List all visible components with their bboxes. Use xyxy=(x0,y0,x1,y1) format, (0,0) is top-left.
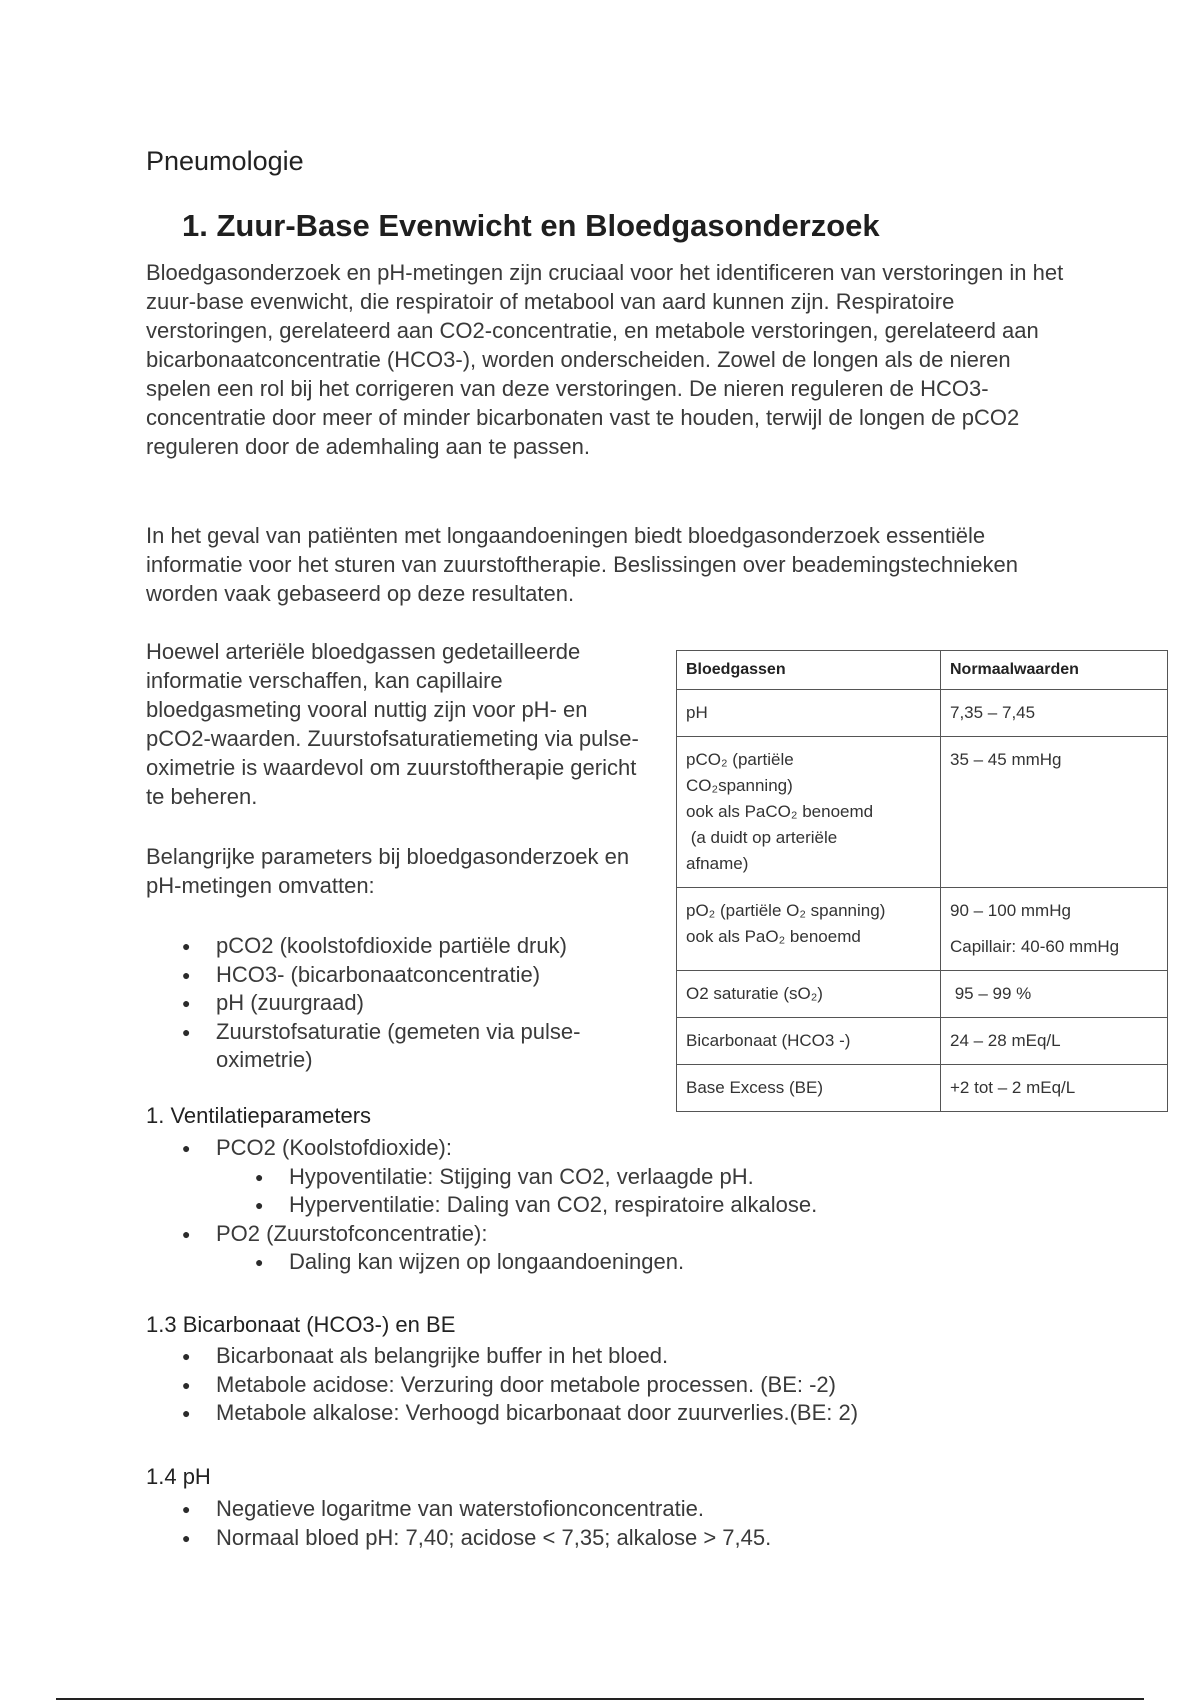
list-item: ● pCO2 (koolstofdioxide partiële druk) xyxy=(182,932,642,961)
cell-line: CO₂spanning) xyxy=(686,776,793,795)
list-item: ● Metabole acidose: Verzuring door metabole processen. (BE: -2) xyxy=(182,1371,1082,1400)
parameter-list xyxy=(182,932,642,1075)
table-row xyxy=(677,737,1168,888)
capillary-paragraph: Hoewel arteriële bloedgassen gedetailleerde informatie verschaffen, kan capillaire bloedgasmeting vooral nuttig zijn voor pH- en pCO2-waarden. Zuurstofsaturatiemeting via pulse-oximetrie is waardevol om zuurstoftherapie gericht te beheren. xyxy=(146,639,639,809)
cell-line: (a duidt op arteriële xyxy=(686,828,838,847)
table-cell xyxy=(677,888,941,971)
table-cell xyxy=(677,1018,941,1065)
cell-line: +2 tot – 2 mEq/L xyxy=(950,1078,1076,1097)
table-cell xyxy=(941,737,1168,888)
subsection-title: 1. Ventilatieparameters xyxy=(146,1103,372,1128)
table-cell xyxy=(941,690,1168,737)
list-item: ● pH (zuurgraad) xyxy=(182,989,642,1018)
list-item: ● Hyperventilatie: Daling van CO2, respiratoire alkalose. xyxy=(255,1191,1082,1220)
list-item: ● PCO2 (Koolstofdioxide): xyxy=(182,1134,1082,1163)
table-row xyxy=(677,971,1168,1018)
list-item: ● Normaal bloed pH: 7,40; acidose < 7,35; alkalose > 7,45. xyxy=(182,1524,1082,1553)
cell-line: pH xyxy=(686,703,708,722)
cell-line: 7,35 – 7,45 xyxy=(950,703,1036,722)
cell-line: 90 – 100 mmHg xyxy=(950,901,1071,920)
table-cell xyxy=(941,1065,1168,1112)
ph-list xyxy=(182,1495,1082,1552)
table-cell xyxy=(941,1018,1168,1065)
table-cell xyxy=(677,971,941,1018)
cell-line: 24 – 28 mEq/L xyxy=(950,1031,1061,1050)
ventilation-list xyxy=(182,1134,1082,1277)
table-cell xyxy=(941,888,1168,971)
section-title: 1. Zuur-Base Evenwicht en Bloedgasonderzoek xyxy=(182,208,880,243)
cell-line: afname) xyxy=(686,854,749,873)
subsection-title: 1.4 pH xyxy=(146,1464,211,1489)
list-item: ● Negatieve logaritme van waterstofionconcentratie. xyxy=(182,1495,1082,1524)
table-cell xyxy=(677,690,941,737)
subsection-title: 1.3 Bicarbonaat (HCO3-) en BE xyxy=(146,1312,456,1337)
therapy-paragraph: In het geval van patiënten met longaandoeningen biedt bloedgasonderzoek essentiële informatie voor het sturen van zuurstoftherapie. Beslissingen over beademingstechnieken worden vaak gebaseerd op deze resultaten. xyxy=(146,523,1018,606)
parameters-intro: Belangrijke parameters bij bloedgasonderzoek en pH-metingen omvatten: xyxy=(146,844,630,898)
cell-line: pO₂ (partiële O₂ spanning) xyxy=(686,901,886,920)
list-item: ● Daling kan wijzen op longaandoeningen. xyxy=(255,1248,1082,1277)
cell-line: Bicarbonaat (HCO3 -) xyxy=(686,1031,851,1050)
table-cell xyxy=(941,971,1168,1018)
cell-line: Base Excess (BE) xyxy=(686,1078,823,1097)
list-item: ● Bicarbonaat als belangrijke buffer in het bloed. xyxy=(182,1342,1082,1371)
list-item: ● PO2 (Zuurstofconcentratie): xyxy=(182,1220,1082,1249)
table-cell xyxy=(677,1065,941,1112)
bicarbonate-list xyxy=(182,1342,1082,1428)
list-item: ● Metabole alkalose: Verhoogd bicarbonaat door zuurverlies.(BE: 2) xyxy=(182,1399,1082,1428)
sub-list xyxy=(182,1248,1082,1277)
cell-line: pCO₂ (partiële xyxy=(686,750,794,769)
column-header: Bloedgassen xyxy=(677,651,941,690)
cell-line: ook als PaO₂ benoemd xyxy=(686,927,861,946)
cell-line: Capillair: 40-60 mmHg xyxy=(950,937,1120,956)
table-row xyxy=(677,1018,1168,1065)
cell-line: O2 saturatie (sO₂) xyxy=(686,984,823,1003)
list-item: ● HCO3- (bicarbonaatconcentratie) xyxy=(182,961,642,990)
cell-line: ook als PaCO₂ benoemd xyxy=(686,802,874,821)
sub-list xyxy=(182,1163,1082,1220)
table-cell xyxy=(677,737,941,888)
cell-line: 35 – 45 mmHg xyxy=(950,750,1062,769)
table-row xyxy=(677,888,1168,971)
list-item: ● Hypoventilatie: Stijging van CO2, verlaagde pH. xyxy=(255,1163,1082,1192)
column-header: Normaalwaarden xyxy=(941,651,1168,690)
list-item: ● Zuurstofsaturatie (gemeten via pulse-oximetrie) xyxy=(182,1018,642,1075)
table-row xyxy=(677,690,1168,737)
table-header-row xyxy=(677,651,1168,690)
blood-gas-table xyxy=(676,650,1168,1112)
intro-paragraph: Bloedgasonderzoek en pH-metingen zijn cruciaal voor het identificeren van verstoringen in het zuur-base evenwicht, die respiratoir of metabool van aard kunnen zijn. Respiratoire verstoringen, gerelateerd aan CO2-concentratie, en metabole verstoringen, gerelateerd aan bicarbonaatconcentratie (HCO3-), worden onderscheiden. Zowel de longen als de nieren spelen een rol bij het corrigeren van deze verstoringen. De nieren reguleren de HCO3-concentratie door meer of minder bicarbonaten vast te houden, terwijl de longen de pCO2 reguleren door de ademhaling aan te passen. xyxy=(146,260,1064,459)
table-row xyxy=(677,1065,1168,1112)
page-header: Pneumologie xyxy=(146,146,304,176)
cell-line: 95 – 99 % xyxy=(950,984,1032,1003)
